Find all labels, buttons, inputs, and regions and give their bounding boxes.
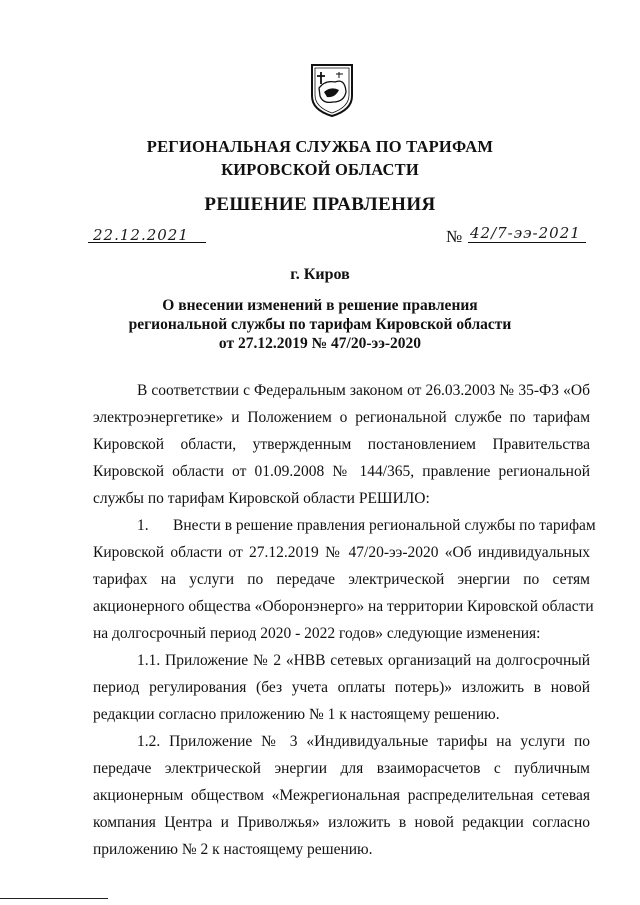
subject-line: О внесении изменений в решение правления (162, 297, 478, 314)
decision-number: 42/7-ээ-2021 (470, 224, 581, 242)
org-name-line2: КИРОВСКОЙ ОБЛАСТИ (221, 160, 419, 179)
paragraph-line: акционерного общества «Оборонэнерго» на территории Кировской области (93, 598, 594, 615)
paragraph-line: приложению № 2 к настоящему решению. (93, 841, 373, 858)
city-name: г. Киров (290, 266, 350, 283)
paragraph-line: Кировской области от 01.09.2008 № 144/365, правление региональной (93, 463, 590, 480)
subject-line: от 27.12.2019 № 47/20-ээ-2020 (218, 335, 422, 352)
paragraph-line: В соответствии с Федеральным законом от 26.03.2003 № 35-ФЗ «Об (137, 382, 590, 399)
paragraph-line: редакции согласно приложению № 1 к настоящему решению. (93, 706, 500, 723)
org-name-line1: РЕГИОНАЛЬНАЯ СЛУЖБА ПО ТАРИФАМ (146, 137, 494, 156)
decision-date: 22.12.2021 (93, 226, 189, 244)
paragraph-line: Внести в решение правления региональной службы по тарифам (173, 517, 596, 534)
subject-line: региональной службы по тарифам Кировской области (128, 316, 512, 333)
paragraph-line: передаче электрической энергии для взаиморасчетов с публичным (93, 760, 590, 777)
item-number: 1. (137, 517, 149, 534)
date-underline (88, 242, 206, 243)
paragraph-line: 1.2. Приложение № 3 «Индивидуальные тарифы на услуги по (137, 733, 590, 750)
paragraph-line: 1.1. Приложение № 2 «НВВ сетевых организаций на долгосрочный (137, 652, 590, 669)
paragraph-line: акционерным обществом «Межрегиональная распределительная сетевая (93, 787, 590, 804)
paragraph-line: службы по тарифам Кировской области РЕШИЛО: (93, 490, 430, 507)
coat-of-arms-icon (309, 62, 355, 118)
number-underline (468, 242, 586, 243)
paragraph-line: электроэнергетике» и Положением о региональной службе по тарифам (93, 409, 590, 426)
paragraph-line: Кировской области, утвержденным постановлением Правительства (93, 436, 590, 453)
footnote-divider (0, 898, 108, 899)
number-sign: № (446, 227, 463, 246)
document-title: РЕШЕНИЕ ПРАВЛЕНИЯ (204, 194, 436, 215)
paragraph-line: на долгосрочный период 2020 - 2022 годов» следующие изменения: (93, 625, 541, 642)
paragraph-line: период регулирования (без учета оплаты потерь)» изложить в новой (93, 679, 590, 696)
paragraph-line: тарифах на услуги по передаче электрической энергии по сетям (93, 571, 590, 588)
paragraph-line: компания Центра и Приволжья» изложить в новой редакции согласно (93, 814, 590, 831)
paragraph-line: Кировской области от 27.12.2019 № 47/20-ээ-2020 «Об индивидуальных (93, 544, 590, 561)
